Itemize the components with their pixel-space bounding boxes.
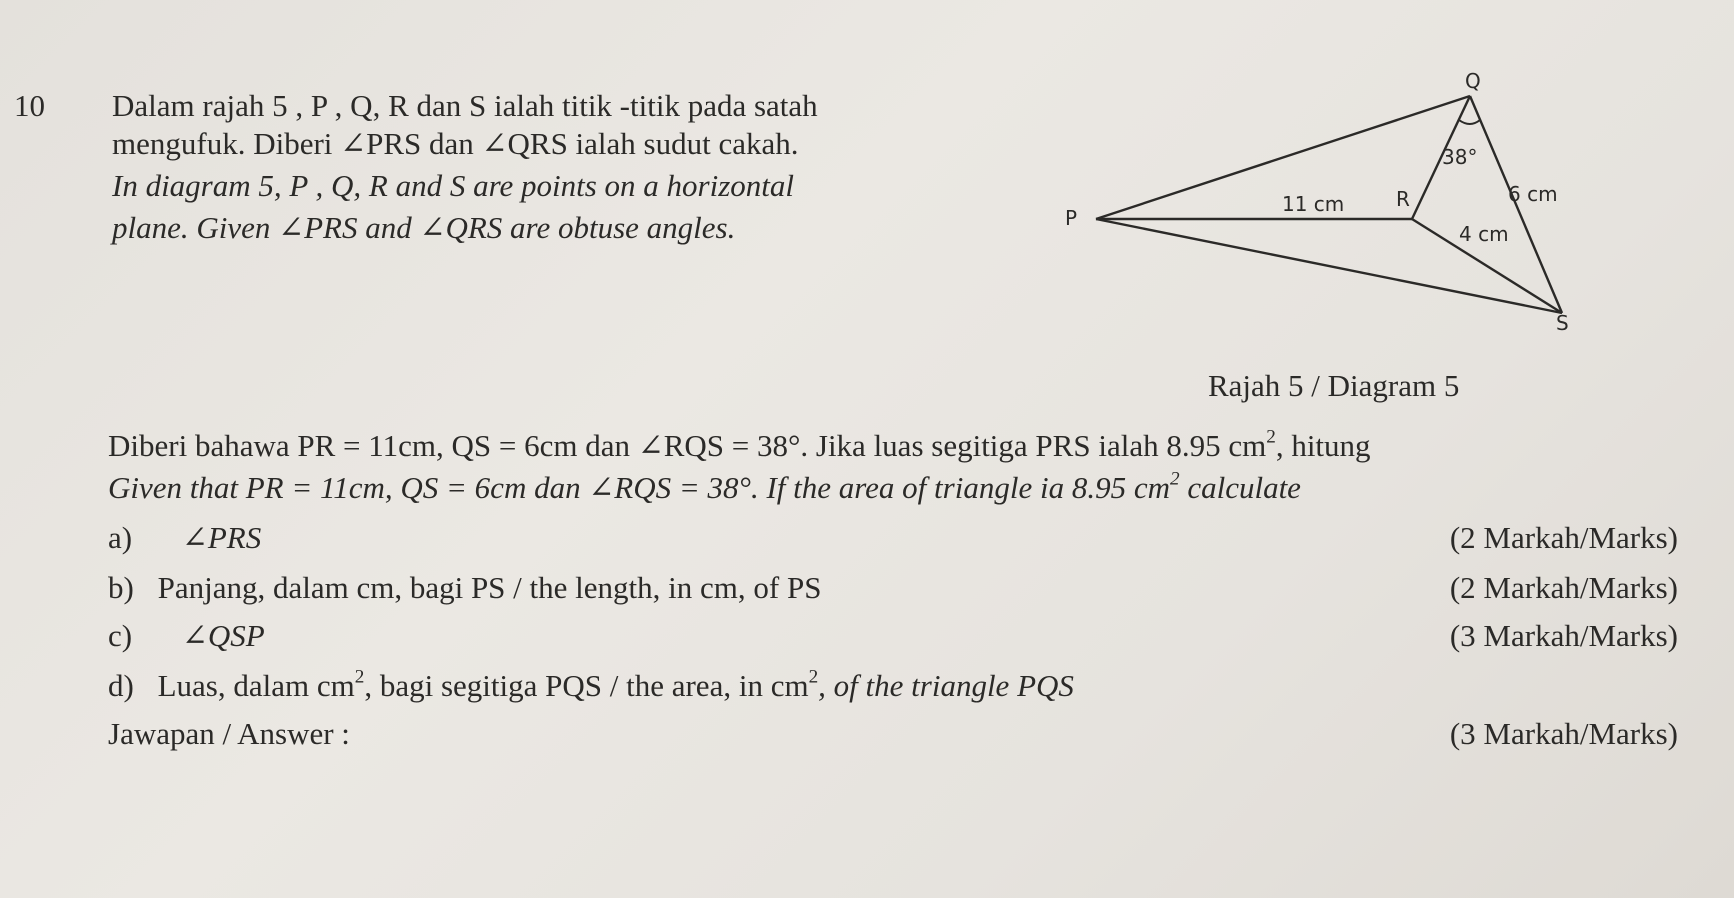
question-number: 10: [14, 88, 45, 123]
label-q: Q: [1465, 69, 1481, 93]
label-angle-q: 38°: [1442, 145, 1478, 169]
intro-english-line-1: In diagram 5, P , Q, R and S are points on a horizontal: [112, 168, 795, 203]
part-d-sup-2: 2: [808, 666, 819, 688]
angle-arc-q: [1459, 120, 1480, 124]
part-d: [108, 668, 1074, 704]
part-d-label: d): [108, 668, 134, 703]
part-c-marks: (3 Markah/Marks): [1449, 618, 1678, 653]
label-r: R: [1396, 187, 1410, 211]
part-d-text-1: Luas, dalam cm: [157, 668, 355, 703]
intro-english-line-2: plane. Given ∠PRS and ∠QRS are obtuse angles.: [112, 210, 736, 245]
part-c-text: ∠QSP: [181, 618, 265, 653]
label-s: S: [1556, 311, 1569, 335]
label-p: P: [1065, 206, 1078, 230]
part-d-text-3: , of the triangle PQS: [818, 668, 1074, 703]
given-malay-sup: 2: [1266, 426, 1276, 448]
label-qs-length: 6 cm: [1508, 182, 1558, 206]
part-a-label: a): [108, 520, 133, 555]
given-english-text: Given that PR = 11cm, QS = 6cm dan ∠RQS = 38°. If the area of triangle ia 8.95 cm: [108, 470, 1170, 505]
part-a: [108, 520, 261, 556]
part-a-marks: (2 Markah/Marks): [1449, 520, 1678, 555]
part-b-text: Panjang, dalam cm, bagi PS / the length, in cm, of PS: [157, 570, 822, 605]
part-b-marks: (2 Markah/Marks): [1449, 570, 1678, 605]
answer-label: Jawapan / Answer :: [108, 716, 350, 751]
given-english-sup: 2: [1169, 468, 1180, 490]
intro-malay-line-1: Dalam rajah 5 , P , Q, R dan S ialah titik -titik pada satah: [112, 88, 818, 123]
given-malay-tail: , hitung: [1275, 428, 1371, 463]
label-rs-length: 4 cm: [1459, 222, 1509, 246]
label-pr-length: 11 cm: [1282, 192, 1345, 216]
answer-marks: (3 Markah/Marks): [1449, 716, 1678, 751]
intro-malay-line-2: mengufuk. Diberi ∠PRS dan ∠QRS ialah sudut cakah.: [112, 126, 799, 161]
diagram-caption: Rajah 5 / Diagram 5: [1208, 368, 1460, 403]
given-malay-text: Diberi bahawa PR = 11cm, QS = 6cm dan ∠RQS = 38°. Jika luas segitiga PRS ialah 8.95 cm: [108, 428, 1267, 463]
part-a-text: ∠PRS: [181, 520, 262, 555]
part-d-text-2: , bagi segitiga PQS / the area, in cm: [364, 668, 809, 703]
given-malay: [108, 428, 1371, 464]
part-d-sup-1: 2: [354, 666, 365, 688]
part-c-label: c): [108, 618, 133, 653]
given-english-tail: calculate: [1179, 470, 1301, 505]
part-b: [108, 570, 821, 606]
given-english: [108, 470, 1301, 506]
part-b-label: b): [108, 570, 134, 605]
part-c: [108, 618, 265, 654]
